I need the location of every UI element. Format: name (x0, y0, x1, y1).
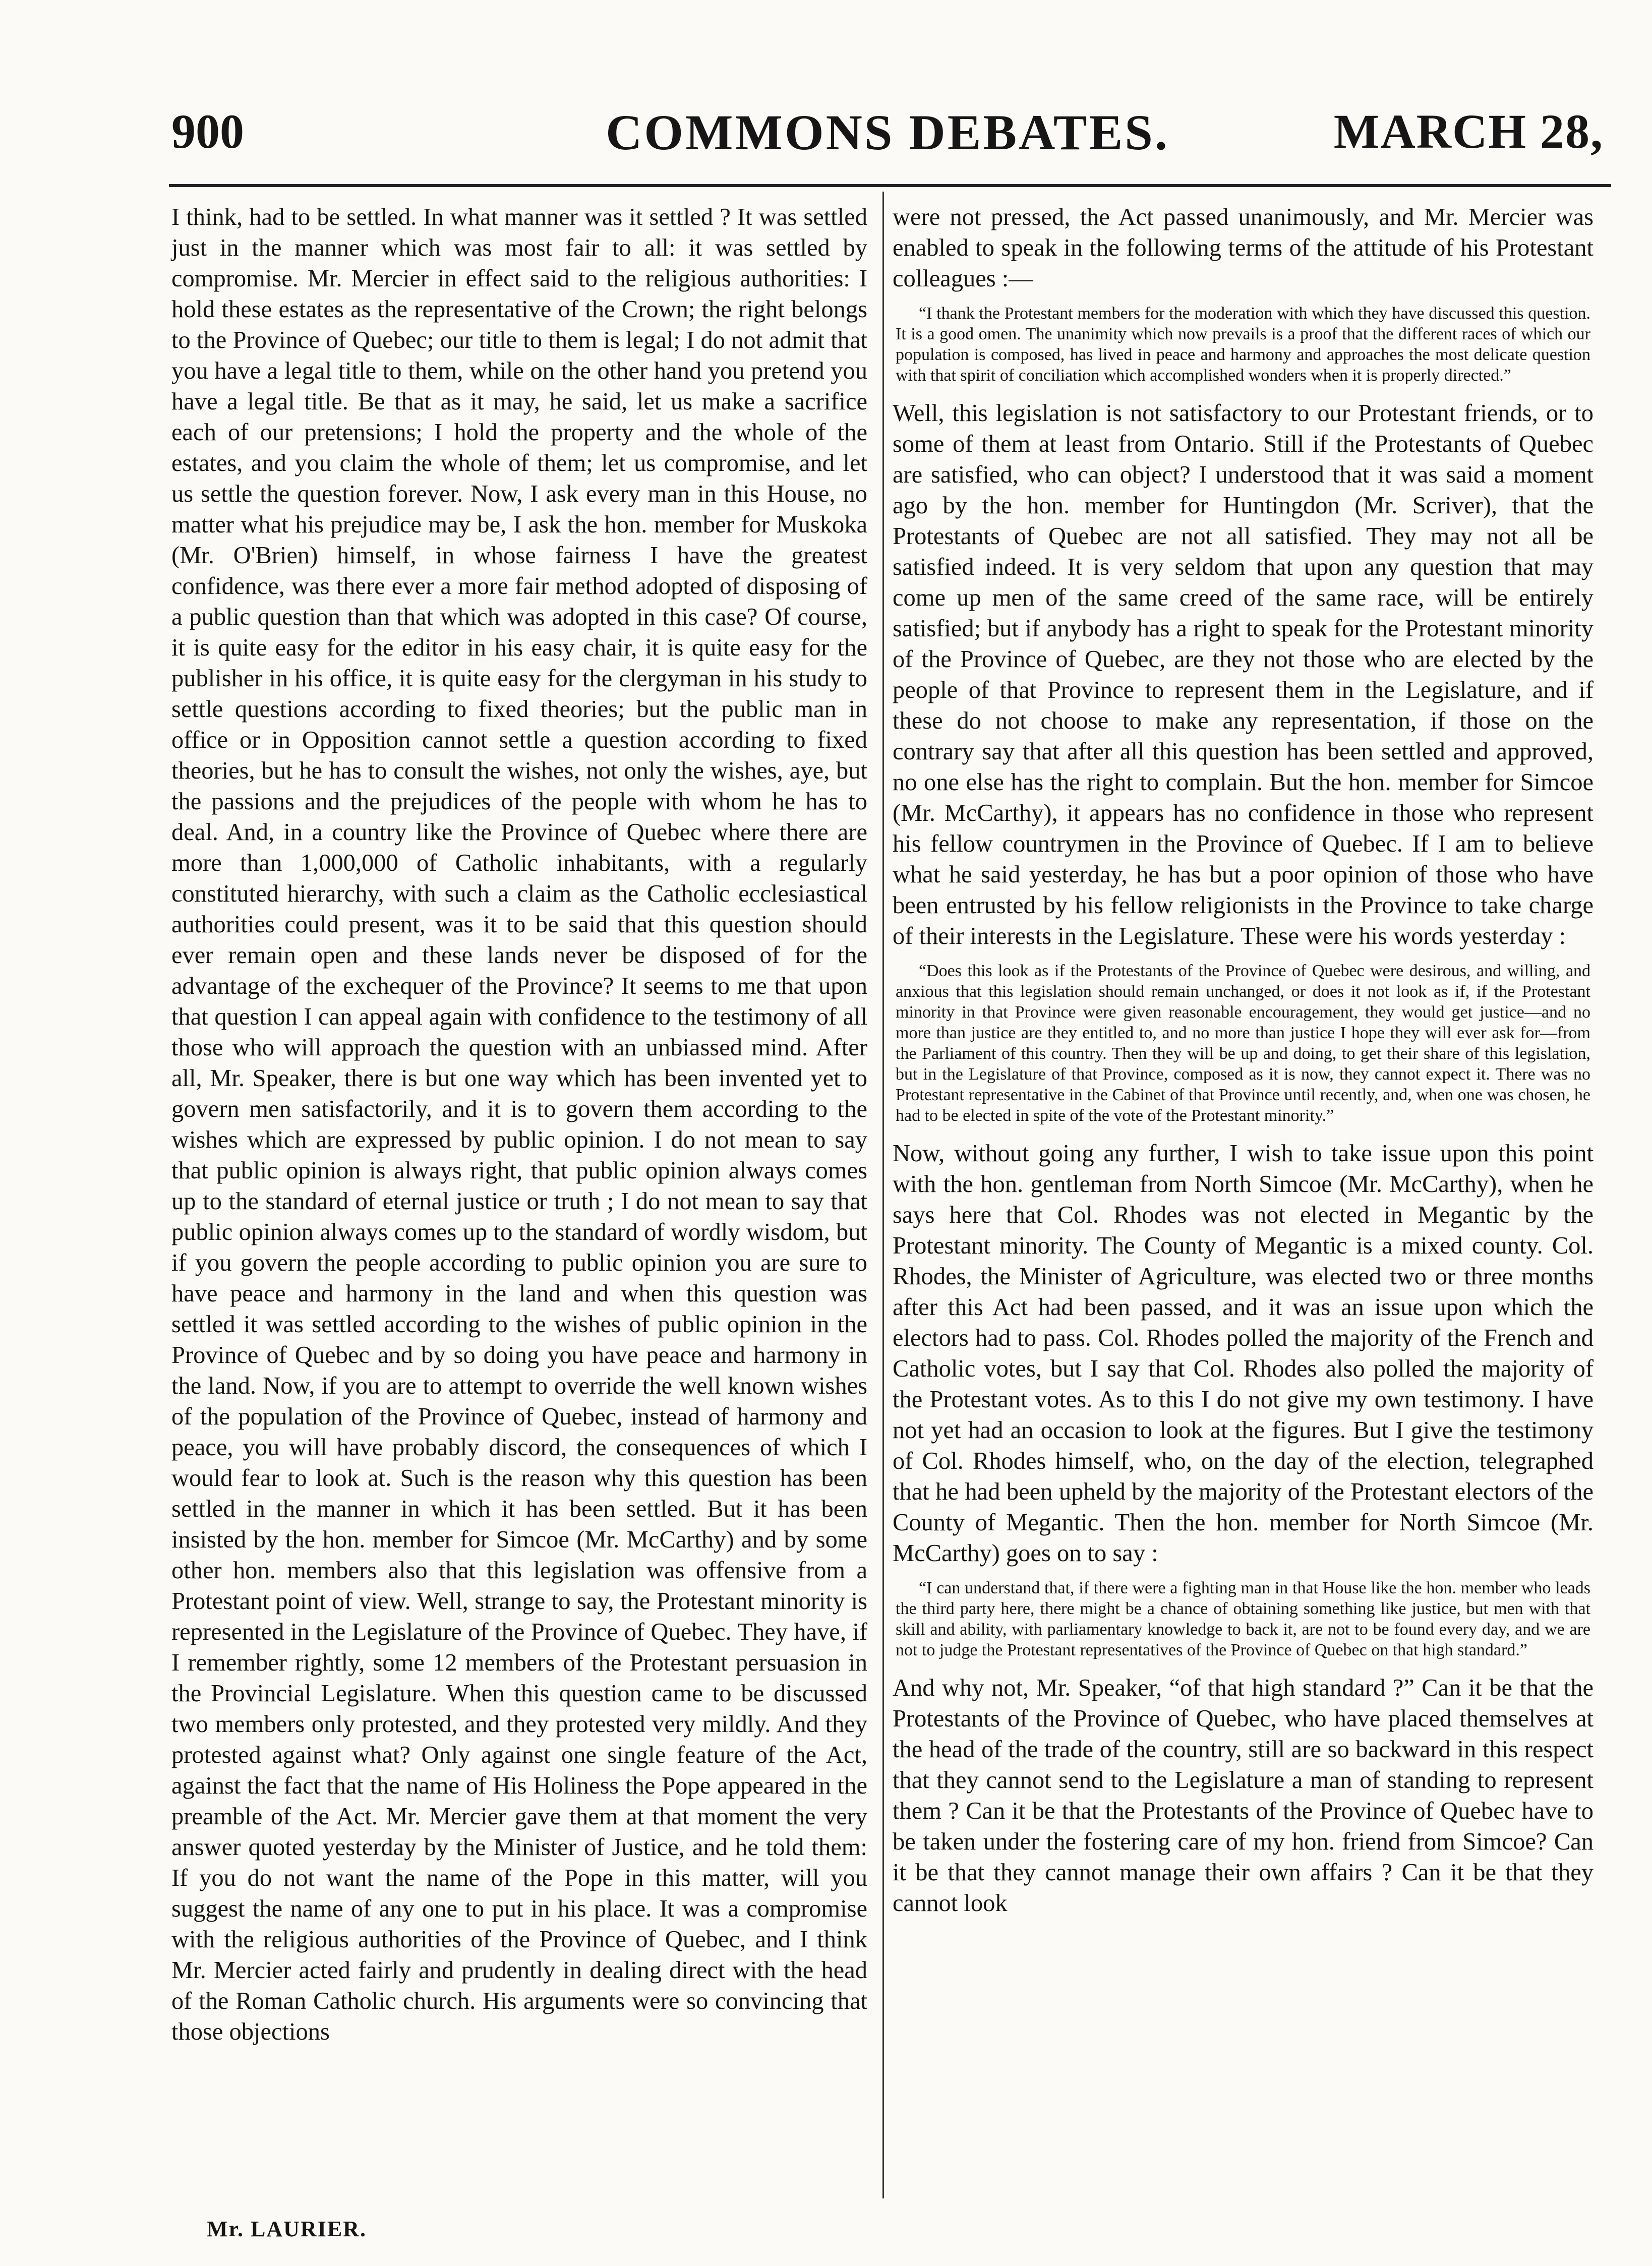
body-paragraph: were not pressed, the Act passed unanimously, and Mr. Mercier was enabled to speak in the following terms of the attitude of his Protestant colleagues :— (893, 204, 1594, 292)
page-number: 900 (171, 104, 244, 158)
block-quote: “I thank the Protestant members for the moderation with which they have discussed this question. It is a good omen. The unanimity which now prevails is a proof that the different races of which our population is composed, has lived in peace and harmony and approaches the most delicate question with that spirit of conciliation which accomplished wonders when it is properly directed.” (896, 304, 1590, 385)
body-paragraph: Now, without going any further, I wish to take issue upon this point with the hon. gentleman from North Simcoe (Mr. McCarthy), when he says here that Col. Rhodes was not elected in Megantic by the Protestant minority. The County of Megantic is a mixed county. Col. Rhodes, the Minister of Agriculture, was elected two or three months after this Act had been passed, and it was an issue upon which the electors had to pass. Col. Rhodes polled the majority of the French and Catholic votes, but I say that Col. Rhodes also polled the majority of the Protestant votes. As to this I do not give my own testimony. I have not yet had an occasion to look at the figures. But I give the testimony of Col. Rhodes himself, who, on the day of the election, telegraphed that he had been upheld by the majority of the Protestant electors of the County of Megantic. Then the hon. member for North Simcoe (Mr. McCarthy) goes on to say : (893, 1140, 1594, 1567)
publication-title: COMMONS DEBATES. (606, 104, 1169, 160)
header-rule (169, 184, 1611, 187)
body-paragraph: Well, this legislation is not satisfactory to our Protestant friends, or to some of them at least from Ontario. Still if the Protestants of Quebec are satisfied, who can object? I understood that it was said a moment ago by the hon. member for Huntingdon (Mr. Scriver), that the Protestants of Quebec are not all satisfied. They may not all be satisfied indeed. It is very seldom that upon any question that may come up men of the same creed of the same race, will be entirely satisfied; but if anybody has a right to speak for the Protestant minority of the Province of Quebec, are they not those who are elected by the people of that Province to represent them in the Legislature, and if these do not choose to make any representation, if those on the contrary say that after all this question has been settled and approved, no one else has the right to complain. But the hon. member for Simcoe (Mr. McCarthy), it appears has no confidence in those who represent his fellow countrymen in the Province of Quebec. If I am to believe what he said yesterday, he has but a poor opinion of those who have been entrusted by his fellow religionists in the Province to take charge of their interests in the Legislature. These were his words yesterday : (893, 400, 1594, 949)
right-column (893, 202, 1594, 1919)
body-paragraph: And why not, Mr. Speaker, “of that high standard ?” Can it be that the Protestants of the Province of Quebec, who have placed themselves at the head of the trade of the country, still are so backward in this respect that they cannot send to the Legislature a man of standing to represent them ? Can it be that the Protestants of the Province of Quebec have to be taken under the fostering care of my hon. friend from Simcoe? Can it be that they cannot manage their own affairs ? Can it be that they cannot look (893, 1675, 1594, 1917)
block-quote: “Does this look as if the Protestants of the Province of Quebec were desirous, and willing, and anxious that this legislation should remain unchanged, or does it not look as if, if the Protestant minority in that Province were given reasonable encouragement, they would get justice—and no more than justice are they entitled to, and no more than justice I hope they will ever ask for—from the Parliament of this country. Then they will be up and doing, to get their share of this legislation, but in the Legislature of that Province, composed as it is now, they cannot expect it. There was no Protestant representative in the Cabinet of that Province until recently, and, when one was chosen, he had to be elected in spite of the vote of the Protestant minority.” (896, 962, 1590, 1125)
page-header (171, 103, 1604, 169)
body-paragraph: I think, had to be settled. In what manner was it settled ? It was settled just in the manner which was most fair to all: it was settled by compromise. Mr. Mercier in effect said to the religious authorities: I hold these estates as the representative of the Crown; the right belongs to the Province of Quebec; our title to them is legal; I do not admit that you have a legal title to them, while on the other hand you pretend you have a legal title. Be that as it may, he said, let us make a sacrifice each of our pretensions; I hold the property and the whole of the estates, and you claim the whole of them; let us compromise, and let us settle the question forever. Now, I ask every man in this House, no matter what his prejudice may be, I ask the hon. member for Muskoka (Mr. O'Brien) himself, in whose fairness I have the greatest confidence, was there ever a more fair method adopted of disposing of a public question than that which was adopted in this case? Of course, it is quite easy for the editor in his easy chair, it is quite easy for the publisher in his office, it is quite easy for the clergyman in his study to settle questions according to fixed theories; but the public man in office or in Opposition cannot settle a question according to fixed theories, but he has to consult the wishes, not only the wishes, aye, but the passions and the prejudices of the people with whom he has to deal. And, in a country like the Province of Quebec where there are more than 1,000,000 of Catholic inhabitants, with a regularly constituted hierarchy, with such a claim as the Catholic ecclesiastical authorities could present, was it to be said that this question should ever remain open and these lands never be disposed of for the advantage of the exchequer of the Province? It seems to me that upon that question I can appeal again with confidence to the testimony of all those who will approach the question with an unbiassed mind. After all, Mr. Speaker, there is but one way which has been invented yet to govern men satisfactorily, and it is to govern them according to the wishes which are expressed by public opinion. I do not mean to say that public opinion is always right, that public opinion always comes up to the standard of eternal justice or truth ; I do not mean to say that public opinion always comes up to the standard of wordly wisdom, but if you govern the people according to public opinion you are sure to have peace and harmony in the land and when this question was settled it was settled according to the wishes of public opinion in the Province of Quebec and by so doing you have peace and harmony in the land. Now, if you are to attempt to override the well known wishes of the population of the Province of Quebec, instead of harmony and peace, you will have probably discord, the consequences of which I would fear to look at. Such is the reason why this question has been settled in the manner in which it has been settled. But it has been insisted by the hon. member for Simcoe (Mr. McCarthy) and by some other hon. members also that this legislation was offensive from a Protestant point of view. Well, strange to say, the Protestant minority is represented in the Legislature of the Province of Quebec. They have, if I remember rightly, some 12 members of the Protestant persuasion in the Provincial Legislature. When this question came to be discussed two members only protested, and they protested very mildly. And they protested against what? Only against one single feature of the Act, against the fact that the name of His Holiness the Pope appeared in the preamble of the Act. Mr. Mercier gave them at that moment the very answer quoted yesterday by the Minister of Justice, and he told them: If you do not want the name of the Pope in this matter, will you suggest the name of any one to put in his place. It was a compromise with the religious authorities of the Province of Quebec, and I think Mr. Mercier acted fairly and prudently in dealing direct with the head of the Roman Catholic church. His arguments were so convincing that those objections (171, 204, 867, 2045)
left-column (171, 202, 867, 2047)
column-divider (882, 192, 884, 2198)
speaker-signature: Mr. LAURIER. (207, 2217, 367, 2241)
block-quote: “I can understand that, if there were a fighting man in that House like the hon. member who leads the third party here, there might be a chance of obtaining something like justice, but men with that skill and ability, with parliamentary knowledge to back it, are not to be found every day, and we are not to judge the Protestant representatives of the Province of Quebec on that high standard.” (896, 1579, 1590, 1659)
header-date: MARCH 28, (1333, 104, 1604, 158)
